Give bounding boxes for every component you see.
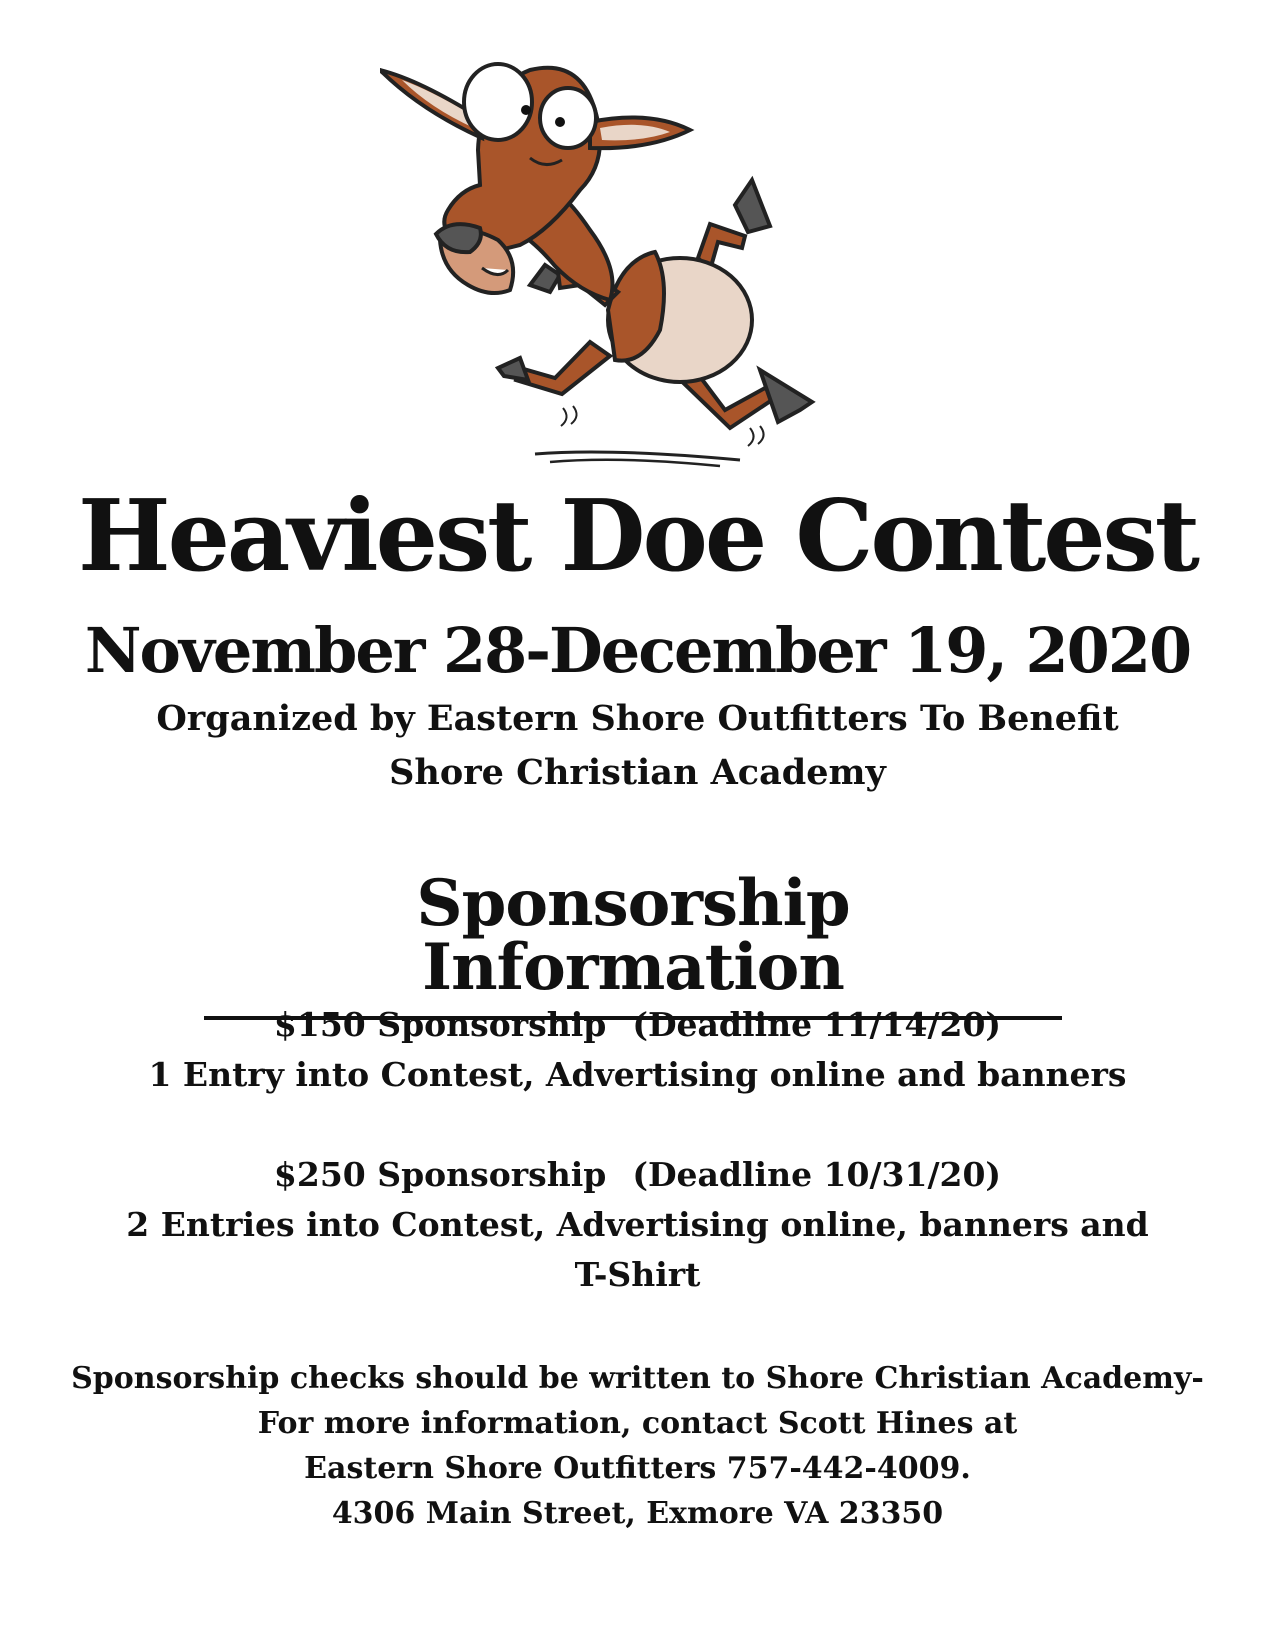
contact-info — [0, 1356, 1275, 1536]
tier-name: $250 Sponsorship — [273, 1155, 607, 1194]
organizer-line-2: Shore Christian Academy — [389, 752, 886, 793]
contest-title: Heaviest Doe Contest — [77, 479, 1197, 594]
tier-header — [0, 1150, 1275, 1200]
tier-benefits: 1 Entry into Contest, Advertising online and banners — [148, 1055, 1127, 1094]
contact-line-info: For more information, contact Scott Hines at — [257, 1406, 1018, 1441]
tier-name: $150 Sponsorship — [273, 1005, 607, 1044]
tier-benefits: 2 Entries into Contest, Advertising online, banners and — [126, 1205, 1149, 1244]
contest-dates: November 28-December 19, 2020 — [84, 614, 1191, 687]
sponsorship-heading: Sponsorship Information — [204, 872, 1062, 1020]
organizer-line-1: Organized by Eastern Shore Outfitters To Benefit — [156, 698, 1119, 739]
tier-benefits-continued: T-Shirt — [574, 1255, 701, 1294]
organizer-text — [0, 692, 1275, 800]
contact-line-checks: Sponsorship checks should be written to Shore Christian Academy- — [71, 1361, 1204, 1396]
contact-line-phone: Eastern Shore Outfitters 757-442-4009. — [304, 1451, 971, 1486]
sponsorship-tier-250 — [0, 1150, 1275, 1300]
contact-line-address: 4306 Main Street, Exmore VA 23350 — [331, 1496, 944, 1531]
running-doe-illustration — [380, 30, 840, 485]
tier-header — [0, 1000, 1275, 1050]
sponsorship-tier-150 — [0, 1000, 1275, 1100]
tier-deadline: (Deadline 10/31/20) — [632, 1155, 1002, 1194]
tier-deadline: (Deadline 11/14/20) — [632, 1005, 1002, 1044]
